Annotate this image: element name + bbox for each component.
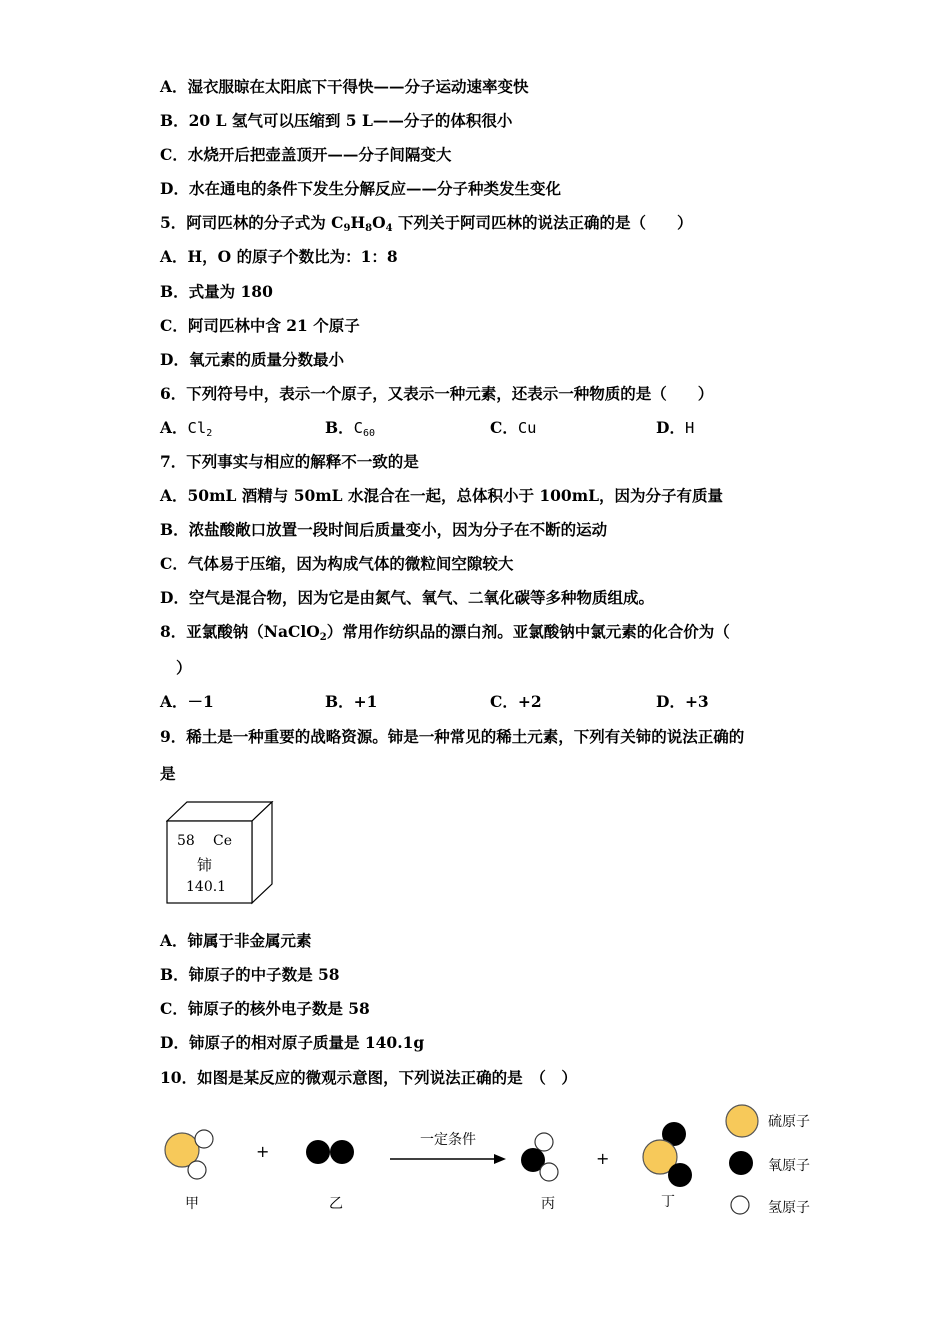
q8-stem: 8．亚氯酸钠（NaClO$_2$）常用作纺织品的漂白剂。亚氯酸钠中氯元素的化合价为（ xyxy=(160,622,730,643)
hydrogen-atom xyxy=(540,1163,558,1181)
q7-option-a: A．50mL 酒精与 50mL 水混合在一起，总体积小于 100mL，因为分子有质量 xyxy=(160,486,724,505)
legend-oxygen-label: 氧原子 xyxy=(768,1158,810,1174)
element-name: 铈 xyxy=(197,856,213,874)
legend-oxygen-icon xyxy=(729,1151,753,1175)
plus-sign-right: + xyxy=(596,1149,610,1168)
q8-option-c: C．+2 xyxy=(490,692,542,711)
molecule-bing xyxy=(521,1133,558,1181)
q10-stem: 10．如图是某反应的微观示意图，下列说法正确的是 （ ） xyxy=(160,1068,577,1087)
q5-stem: 5．阿司匹林的分子式为 $C_9H_8O_4$ 下列关于阿司匹林的说法正确的是（ ） xyxy=(160,213,693,234)
q7-stem: 7．下列事实与相应的解释不一致的是 xyxy=(160,452,419,471)
element-cube xyxy=(166,801,274,905)
hydrogen-atom xyxy=(535,1133,553,1151)
q4-option-a: A．湿衣服晾在太阳底下干得快——分子运动速率变快 xyxy=(160,77,529,96)
q9-stem-continued: 是 xyxy=(160,764,176,783)
q5-option-b: B．式量为 180 xyxy=(160,282,273,301)
hydrogen-atom xyxy=(195,1130,213,1148)
q6-option-b: B．$C_{60}$ xyxy=(325,418,375,439)
label-ding: 丁 xyxy=(661,1194,675,1210)
element-mass: 140.1 xyxy=(186,879,227,895)
legend-hydrogen-icon xyxy=(731,1196,749,1214)
q7-option-b: B．浓盐酸敞口放置一段时间后质量变小，因为分子在不断的运动 xyxy=(160,520,608,539)
q5-option-a: A．H，O 的原子个数比为：1：8 xyxy=(160,247,398,266)
q9-option-b: B．铈原子的中子数是 58 xyxy=(160,965,340,984)
element-atomic-number: 58 xyxy=(177,833,195,849)
element-symbol: Ce xyxy=(213,833,232,849)
q8-option-b: B．+1 xyxy=(325,692,378,711)
q9-stem: 9．稀土是一种重要的战略资源。铈是一种常见的稀土元素，下列有关铈的说法正确的 xyxy=(160,727,745,746)
reaction-condition: 一定条件 xyxy=(420,1132,476,1148)
q7-option-d: D．空气是混合物，因为它是由氮气、氧气、二氧化碳等多种物质组成。 xyxy=(160,588,654,607)
q9-option-a: A．铈属于非金属元素 xyxy=(160,931,312,950)
arrow-head xyxy=(494,1154,506,1164)
hydrogen-atom xyxy=(188,1161,206,1179)
label-bing: 丙 xyxy=(541,1196,555,1212)
molecule-ding xyxy=(643,1122,692,1187)
legend-sulfur-icon xyxy=(726,1105,758,1137)
legend-sulfur-label: 硫原子 xyxy=(768,1114,810,1130)
label-jia: 甲 xyxy=(185,1196,199,1212)
q6-option-a: A．$Cl_2$ xyxy=(160,418,213,439)
q4-option-b: B．20 L 氢气可以压缩到 5 L——分子的体积很小 xyxy=(160,111,513,130)
q5-option-c: C．阿司匹林中含 21 个原子 xyxy=(160,316,360,335)
oxygen-atom xyxy=(330,1140,354,1164)
q6-stem: 6．下列符号中，表示一个原子，又表示一种元素，还表示一种物质的是（ ） xyxy=(160,384,714,403)
oxygen-atom xyxy=(668,1163,692,1187)
molecule-yi xyxy=(306,1140,354,1164)
q6-option-d: D．H xyxy=(656,418,695,437)
q4-option-d: D．水在通电的条件下发生分解反应——分子种类发生变化 xyxy=(160,179,561,198)
q8-option-d: D．+3 xyxy=(656,692,709,711)
legend-hydrogen-label: 氢原子 xyxy=(768,1200,810,1216)
q9-option-d: D．铈原子的相对原子质量是 140.1g xyxy=(160,1033,425,1052)
q4-option-c: C．水烧开后把壶盖顶开——分子间隔变大 xyxy=(160,145,452,164)
label-yi: 乙 xyxy=(329,1196,343,1212)
oxygen-atom xyxy=(306,1140,330,1164)
q9-option-c: C．铈原子的核外电子数是 58 xyxy=(160,999,370,1018)
q5-option-d: D．氧元素的质量分数最小 xyxy=(160,350,344,369)
q8-stem-continued: ） xyxy=(176,658,192,677)
molecule-jia xyxy=(165,1130,213,1179)
plus-sign-left: + xyxy=(256,1142,270,1161)
q6-option-c: C．Cu xyxy=(490,418,537,437)
q7-option-c: C．气体易于压缩，因为构成气体的微粒间空隙较大 xyxy=(160,554,514,573)
q8-option-a: A．－1 xyxy=(160,692,214,711)
